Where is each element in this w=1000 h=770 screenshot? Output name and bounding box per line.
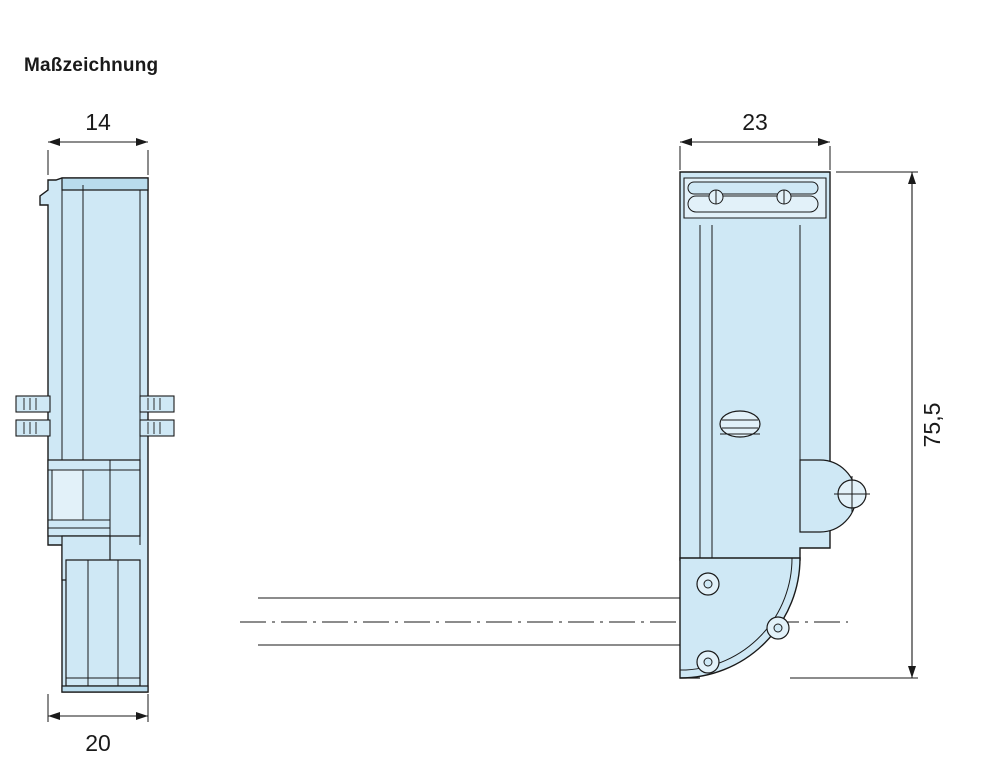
dimension-14: [48, 109, 148, 175]
front-pivot-boss: [800, 460, 870, 532]
dimension-20-label: 20: [85, 730, 111, 756]
dimension-23-label: 23: [742, 109, 768, 135]
front-lower-foot: [680, 558, 800, 678]
dimension-23: [680, 109, 830, 170]
front-view: [680, 109, 945, 678]
side-left-mount-ear: [16, 396, 50, 436]
front-top-mount-strip: [684, 178, 826, 218]
front-center-screw: [720, 411, 760, 437]
side-view: [16, 109, 174, 756]
page-title: Maßzeichnung: [24, 55, 159, 76]
side-inner-window: [52, 470, 83, 520]
dimension-14-label: 14: [85, 109, 111, 135]
side-lower-shaft: [66, 560, 140, 686]
side-top-cap: [62, 178, 148, 190]
side-bottom-cap: [62, 686, 148, 692]
dimension-20: [48, 694, 148, 756]
dimension-75-5-label: 75,5: [919, 402, 945, 448]
